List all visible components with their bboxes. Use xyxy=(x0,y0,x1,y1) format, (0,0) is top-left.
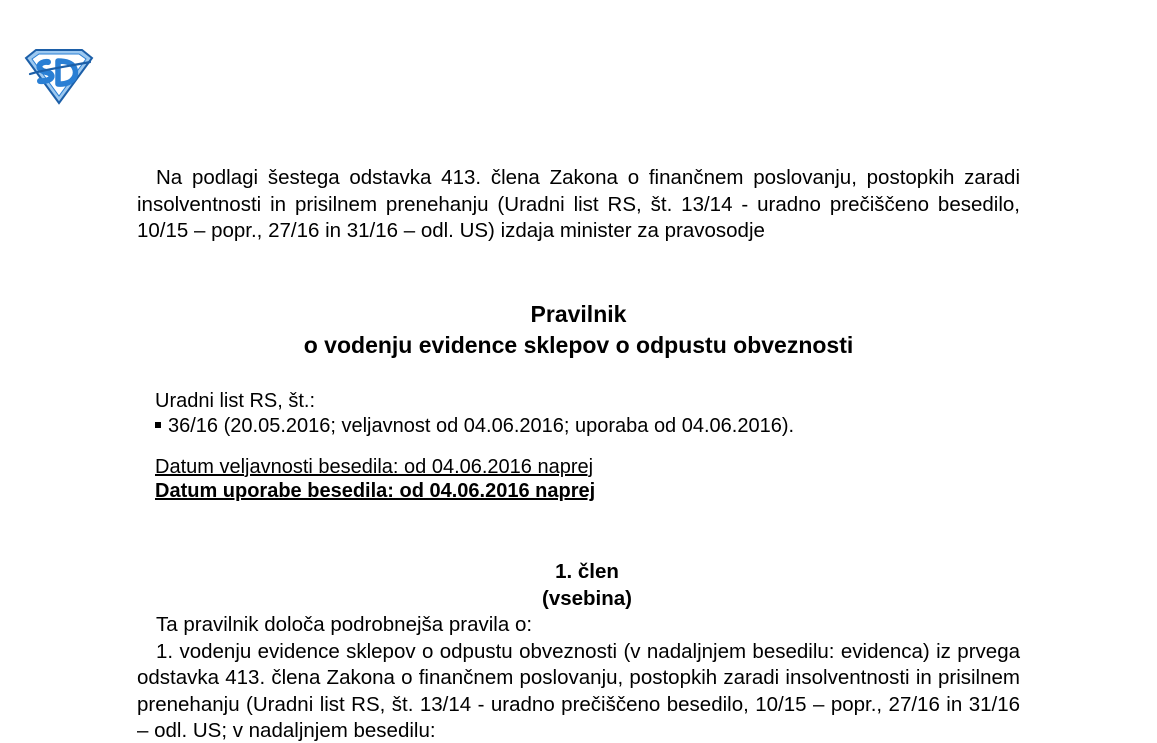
article-number: 1. člen xyxy=(555,560,619,583)
intro-paragraph xyxy=(137,165,1020,245)
article-lead: Ta pravilnik določa podrobnejša pravila o: xyxy=(156,613,533,636)
document-title xyxy=(137,299,1020,361)
validity-date: Datum veljavnosti besedila: od 04.06.2016 naprej xyxy=(155,456,594,478)
intro-text: Na podlagi šestega odstavka 413. člena Zakona o finančnem poslovanju, postopkih zaradi insolventnosti in prisilnem prenehanju (Uradni list RS, št. 13/14 - uradno prečiščeno besedilo, 10/15 – popr., 27/16 in 31/16 – odl. US) izdaja minister za pravosodje xyxy=(137,166,1020,242)
text-dates xyxy=(155,455,595,503)
application-date: Datum uporabe besedila: od 04.06.2016 naprej xyxy=(155,480,596,502)
publication-info xyxy=(155,389,794,439)
publication-label: Uradni list RS, št.: xyxy=(155,390,316,412)
title-line-2: o vodenju evidence sklepov o odpustu obveznosti xyxy=(303,332,854,358)
article-subject: (vsebina) xyxy=(542,587,632,610)
article-item-1: 1. vodenju evidence sklepov o odpustu obveznosti (v nadaljnjem besedilu: evidenca) iz prvega odstavka 413. člena Zakona o finančnem poslovanju, postopkih zaradi insolventnosti in prisilnem prenehanju (Uradni list RS, št. 13/14 - uradno prečiščeno besedilo, 10/15 – popr., 27/16 in 31/16 – odl. US; v nadaljnjem besedilu: xyxy=(137,639,1020,742)
title-line-1: Pravilnik xyxy=(530,301,627,327)
article-heading xyxy=(137,558,1037,612)
sd-logo-icon xyxy=(22,48,96,106)
publication-entry-text: 36/16 (20.05.2016; veljavnost od 04.06.2016; uporaba od 04.06.2016). xyxy=(168,415,795,437)
publication-entry xyxy=(155,414,794,439)
article-body xyxy=(137,612,1020,743)
bullet-icon xyxy=(155,422,161,428)
